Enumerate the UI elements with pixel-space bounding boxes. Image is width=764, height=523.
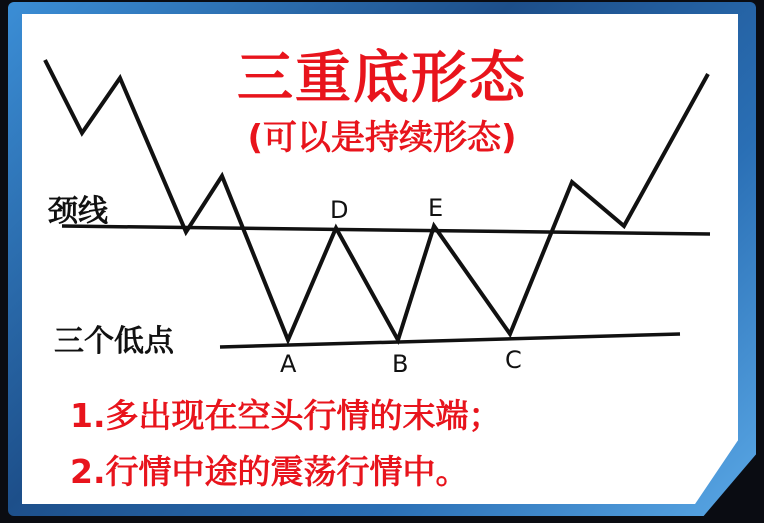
diagram-subtitle: (可以是持续形态) — [247, 118, 517, 158]
point-label-a: A — [280, 350, 297, 378]
point-label-e: E — [428, 194, 444, 222]
point-label-c: C — [505, 346, 522, 374]
three-lows-label: 三个低点 — [54, 324, 174, 359]
note-2: 2.行情中途的震荡行情中。 — [70, 452, 469, 491]
point-label-d: D — [330, 196, 349, 224]
diagram-title: 三重底形态 — [237, 46, 527, 111]
neckline-label: 颈线 — [48, 194, 108, 229]
point-label-b: B — [392, 350, 409, 378]
neckline-line — [62, 226, 710, 234]
note-1: 1.多出现在空头行情的末端； — [70, 396, 502, 435]
